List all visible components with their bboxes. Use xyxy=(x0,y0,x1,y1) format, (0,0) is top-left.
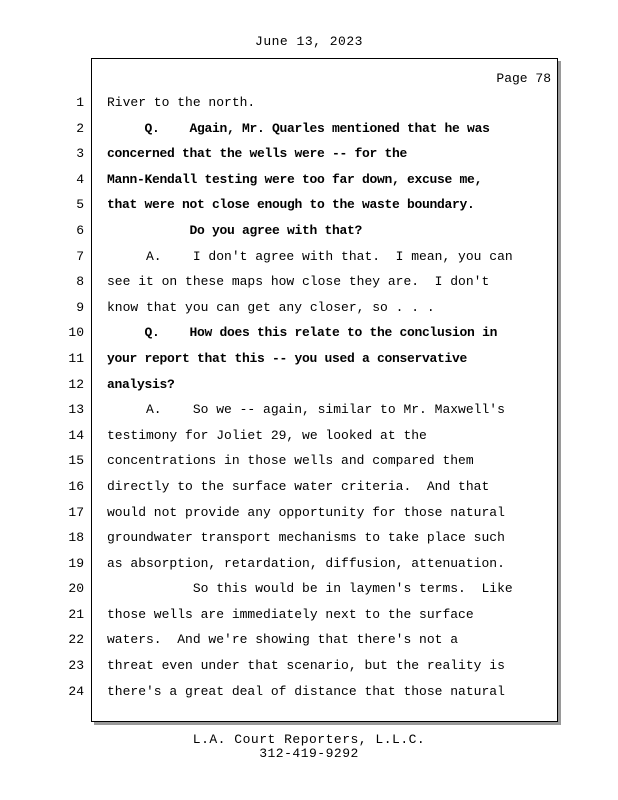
transcript-date: June 13, 2023 xyxy=(255,34,363,49)
line-number: 17 xyxy=(68,504,84,520)
court-reporter-phone: 312-419-9292 xyxy=(259,746,359,761)
line-number: 18 xyxy=(68,530,84,546)
line-number: 3 xyxy=(76,146,84,162)
line-number: 12 xyxy=(68,376,84,392)
transcript-line: as absorption, retardation, diffusion, attenuation. xyxy=(107,555,505,571)
line-number: 7 xyxy=(76,248,84,264)
transcript-line: see it on these maps how close they are. I don't xyxy=(107,274,490,290)
transcript-line: threat even under that scenario, but the reality is xyxy=(107,658,505,674)
line-number: 15 xyxy=(68,453,84,469)
page-number: Page 78 xyxy=(496,71,551,86)
footer xyxy=(0,733,618,761)
line-number: 11 xyxy=(68,350,84,366)
line-number: 21 xyxy=(68,606,84,622)
transcript-line: those wells are immediately next to the surface xyxy=(107,606,474,622)
transcript-line: directly to the surface water criteria. And that xyxy=(107,478,490,494)
transcript-line: would not provide any opportunity for those natural xyxy=(107,504,505,520)
transcript-line: know that you can get any closer, so . . . xyxy=(107,299,435,315)
line-number: 20 xyxy=(68,581,84,597)
line-number: 10 xyxy=(68,325,84,341)
transcript-line: your report that this -- you used a conservative xyxy=(107,350,468,366)
line-number: 1 xyxy=(76,95,84,110)
line-number: 6 xyxy=(76,222,84,238)
transcript-line: waters. And we're showing that there's not a xyxy=(107,632,459,648)
transcript-line: there's a great deal of distance that those natural xyxy=(107,683,505,699)
line-number: 9 xyxy=(76,299,84,315)
line-number: 14 xyxy=(68,427,84,443)
transcript-line: Do you agree with that? xyxy=(107,222,363,238)
transcript-line: that were not close enough to the waste boundary. xyxy=(107,197,475,213)
line-number: 19 xyxy=(68,555,84,571)
line-number: 13 xyxy=(68,402,84,418)
transcript-line: Mann-Kendall testing were too far down, excuse me, xyxy=(107,171,483,187)
transcript-line: So this would be in laymen's terms. Like xyxy=(107,581,513,597)
transcript-line: Q. Again, Mr. Quarles mentioned that he was xyxy=(107,120,490,136)
transcript-line: groundwater transport mechanisms to take place such xyxy=(107,530,505,546)
line-number: 16 xyxy=(68,478,84,494)
line-number: 4 xyxy=(76,171,84,187)
line-number: 5 xyxy=(76,197,84,213)
transcript-line: concerned that the wells were -- for the xyxy=(107,146,408,162)
transcript-line: testimony for Joliet 29, we looked at the xyxy=(107,427,427,443)
transcript-line: A. I don't agree with that. I mean, you can xyxy=(107,248,513,264)
line-number: 22 xyxy=(68,632,84,648)
line-number: 2 xyxy=(76,120,84,136)
transcript-line: analysis? xyxy=(107,376,175,392)
line-number-column xyxy=(62,94,84,708)
line-number: 23 xyxy=(68,658,84,674)
transcript-line: River to the north. xyxy=(107,95,256,110)
transcript-line: A. So we -- again, similar to Mr. Maxwell's xyxy=(107,402,505,418)
line-number: 24 xyxy=(68,683,84,699)
transcript-lines xyxy=(107,94,552,708)
transcript-line: Q. How does this relate to the conclusion in xyxy=(107,325,498,341)
court-reporter-name: L.A. Court Reporters, L.L.C. xyxy=(192,732,426,747)
transcript-line: concentrations in those wells and compared them xyxy=(107,453,474,469)
line-number: 8 xyxy=(76,274,84,290)
